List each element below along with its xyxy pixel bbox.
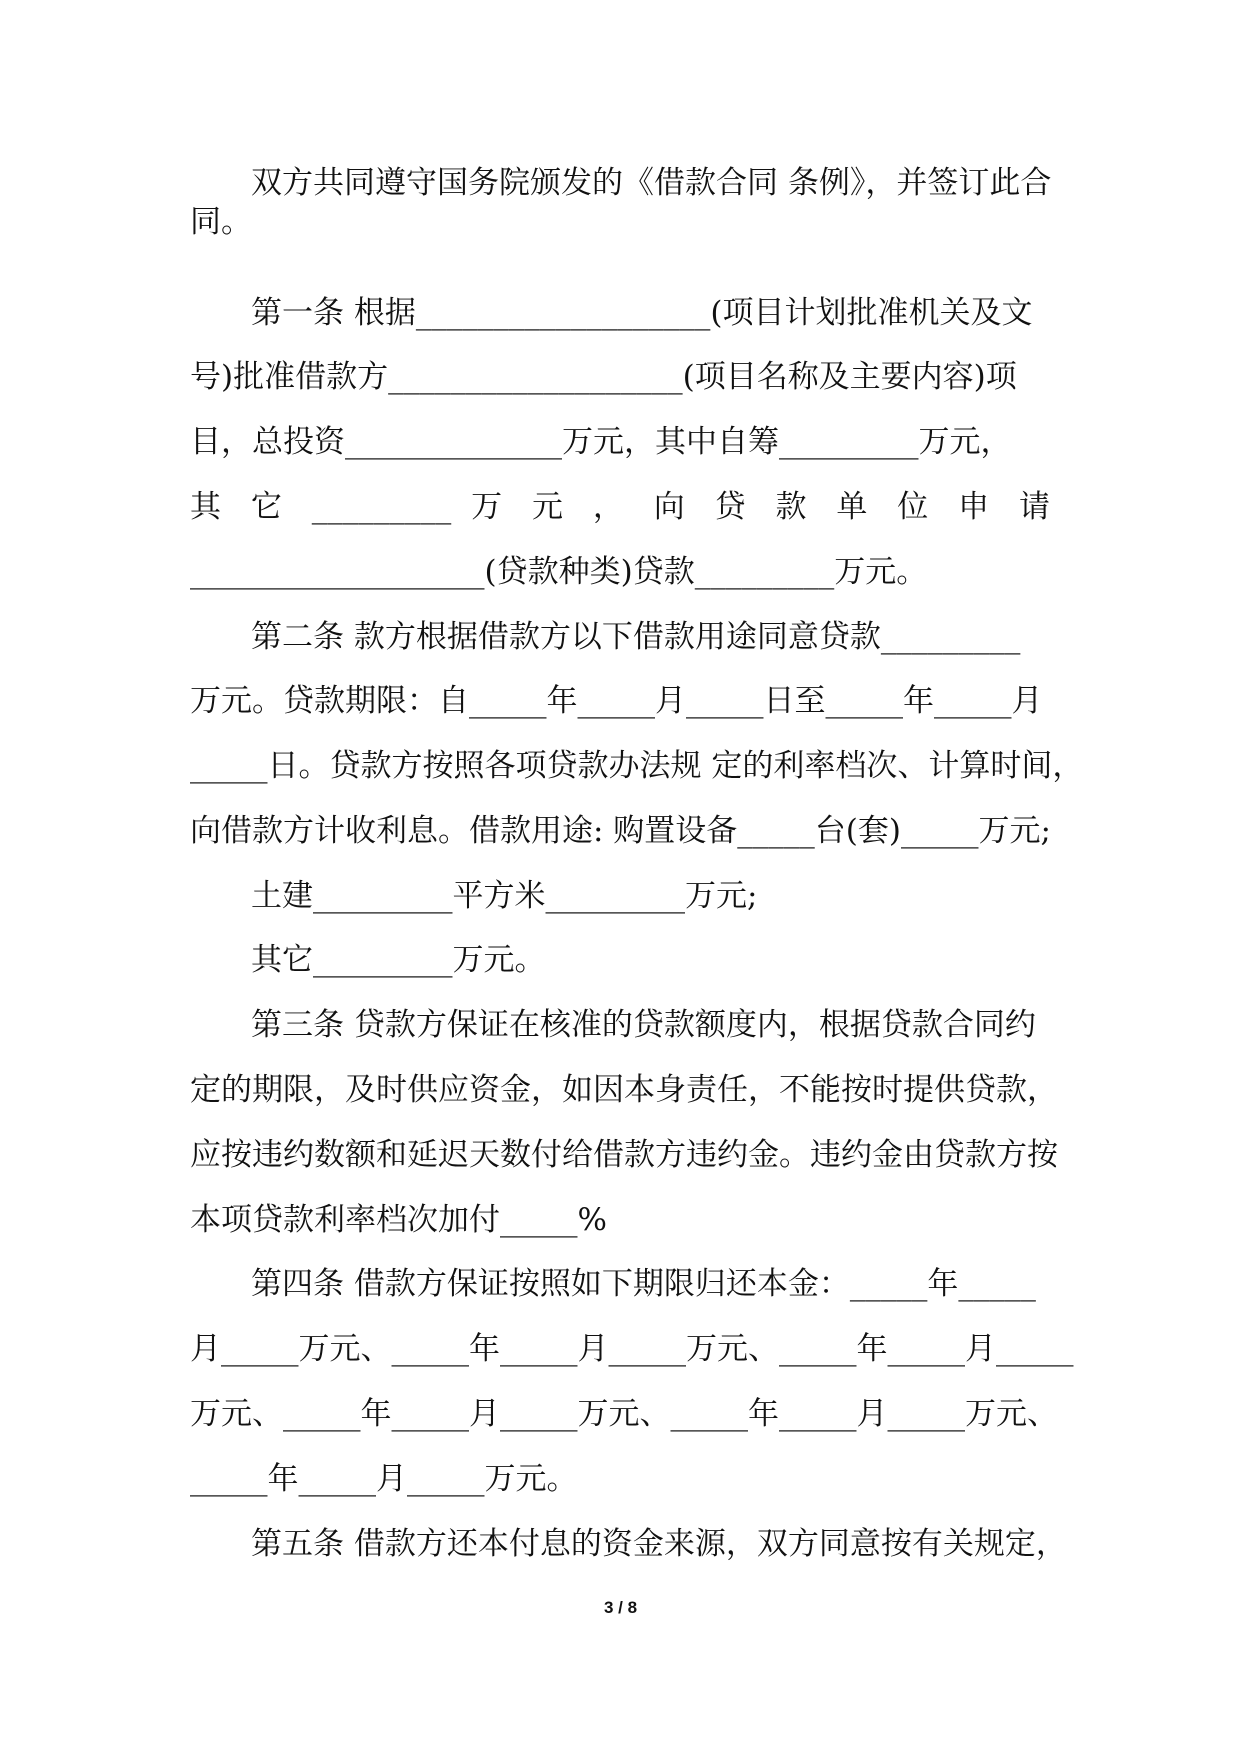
article-5-line: 第五条 借款方还本付息的资金来源，双方同意按有关规定， <box>251 1526 1067 1562</box>
article-4-line: 月_____万元、_____年_____月_____万元、_____年_____月_____ <box>190 1331 1074 1367</box>
article-2-line: _____日。贷款方按照各项贷款办法规 定的利率档次、计算时间， <box>190 748 1084 784</box>
article-4-line: _____年_____月_____万元。 <box>190 1461 578 1497</box>
article-3-line: 应按违约数额和延迟天数付给借款方违约金。违约金由贷款方按 <box>190 1137 1058 1173</box>
article-1-line: 号)批准借款方___________________(项目名称及主要内容)项 <box>190 359 1017 395</box>
article-2-line: 第二条 款方根据借款方以下借款用途同意贷款_________ <box>251 619 1021 655</box>
article-1-line: ___________________(贷款种类)贷款_________万元。 <box>190 554 928 590</box>
article-3-line: 定的期限，及时供应资金，如因本身责任，不能按时提供贷款， <box>190 1072 1058 1108</box>
paragraph-line: 双方共同遵守国务院颁发的《借款合同 条例》，并签订此合 <box>251 165 1052 201</box>
article-1-line: 第一条 根据___________________(项目计划批准机关及文 <box>251 295 1033 331</box>
article-1-line: 目，总投资______________万元，其中自筹_________万元， <box>190 424 1012 460</box>
page-number: 3 / 8 <box>603 1598 638 1617</box>
article-2-line: 万元。贷款期限：自_____年_____月_____日至_____年_____月 <box>190 683 1043 719</box>
article-3-line: 第三条 贷款方保证在核准的贷款额度内，根据贷款合同约 <box>251 1007 1036 1043</box>
article-2-line: 向借款方计收利息。借款用途: 购置设备_____台(套)_____万元; <box>190 813 1051 849</box>
article-2-line: 其它_________万元。 <box>251 942 546 978</box>
article-4-line: 万元、_____年_____月_____万元、_____年_____月_____万元、 <box>190 1396 1058 1432</box>
article-4-line: 第四条 借款方保证按照如下期限归还本金：_____年_____ <box>251 1266 1036 1302</box>
article-3-line: 本项贷款利率档次加付_____% <box>190 1202 607 1238</box>
paragraph-line: 同。 <box>190 204 252 240</box>
article-1-line: 其 它 _________ 万 元 ， 向 贷 款 单 位 申 请 <box>190 489 1050 525</box>
article-2-line: 土建_________平方米_________万元; <box>251 878 758 914</box>
